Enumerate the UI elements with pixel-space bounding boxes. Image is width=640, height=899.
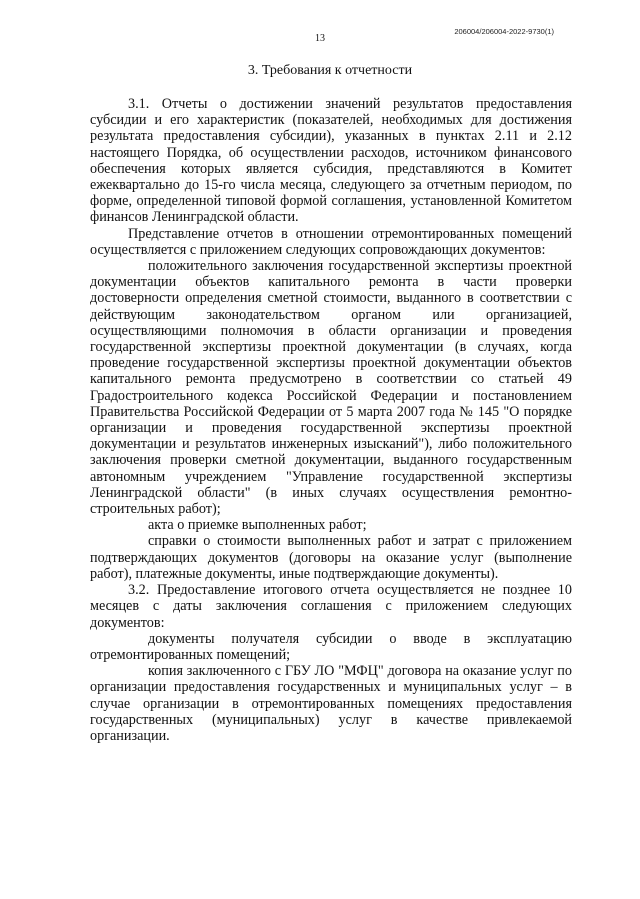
paragraph-reports-submission: Представление отчетов в отношении отремонтированных помещений осуществляется с приложением следующих сопровождающих документов:	[90, 225, 572, 258]
list-item-cost-certificate: справки о стоимости выполненных работ и затрат с приложением подтверждающих документов (договоры на оказание услуг (выполнение работ), платежные документы, иные подтверждающие документы).	[90, 533, 572, 582]
document-id: 206004/206004-2022-9730(1)	[454, 27, 554, 36]
list-item-acceptance-act: акта о приемке выполненных работ;	[148, 517, 367, 534]
page-number: 13	[315, 33, 325, 44]
list-item-mfc-contract-copy: копия заключенного с ГБУ ЛО "МФЦ" договора на оказание услуг по организации предоставления государственных и муниципальных услуг – в случае организации в отремонтированных помещениях предоставления государственных (муниципальных) услуг в качестве привлекаемой организации.	[90, 663, 572, 744]
paragraph-3-2: 3.2. Предоставление итогового отчета осуществляется не позднее 10 месяцев с даты заключения соглашения с приложением следующих документов:	[90, 582, 572, 631]
list-item-expertise-conclusion: положительного заключения государственной экспертизы проектной документации объектов капитального ремонта в части проверки достоверности определения сметной стоимости, выданного в соответствии с действующим законодательством органом или организацией, осуществляющими полномочия в области организации и проведения государственной экспертизы проектной документации (в случаях, когда проведение государственной экспертизы проектной документации объектов капитального ремонта предусмотрено в соответствии со статьей 49 Градостроительного кодекса Российской Федерации и постановлением Правительства Российской Федерации от 5 марта 2007 года № 145 "О порядке организации и проведения государственной экспертизы проектной документации и результатов инженерных изысканий"), либо положительного заключения проверки сметной документации, выданного государственным автономным учреждением "Управление государственной экспертизы Ленинградской области" (в иных случаях осуществления ремонтно-строительных работ);	[90, 258, 572, 518]
document-body	[90, 96, 572, 744]
paragraph-3-1: 3.1. Отчеты о достижении значений результатов предоставления субсидии и его характеристик (показателей, необходимых для достижения результата предоставления субсидии), указанных в пунктах 2.11 и 2.12 настоящего Порядка, об осуществлении расходов, источником финансового обеспечения которых является субсидия, представляются в Комитет ежеквартально до 15-го числа месяца, следующего за отчетным периодом, по форме, определенной типовой формой соглашения, установленной Комитетом финансов Ленинградской области.	[90, 96, 572, 226]
list-item-commissioning-documents: документы получателя субсидии о вводе в эксплуатацию отремонтированных помещений;	[90, 630, 572, 663]
section-title: 3. Требования к отчетности	[247, 63, 413, 78]
